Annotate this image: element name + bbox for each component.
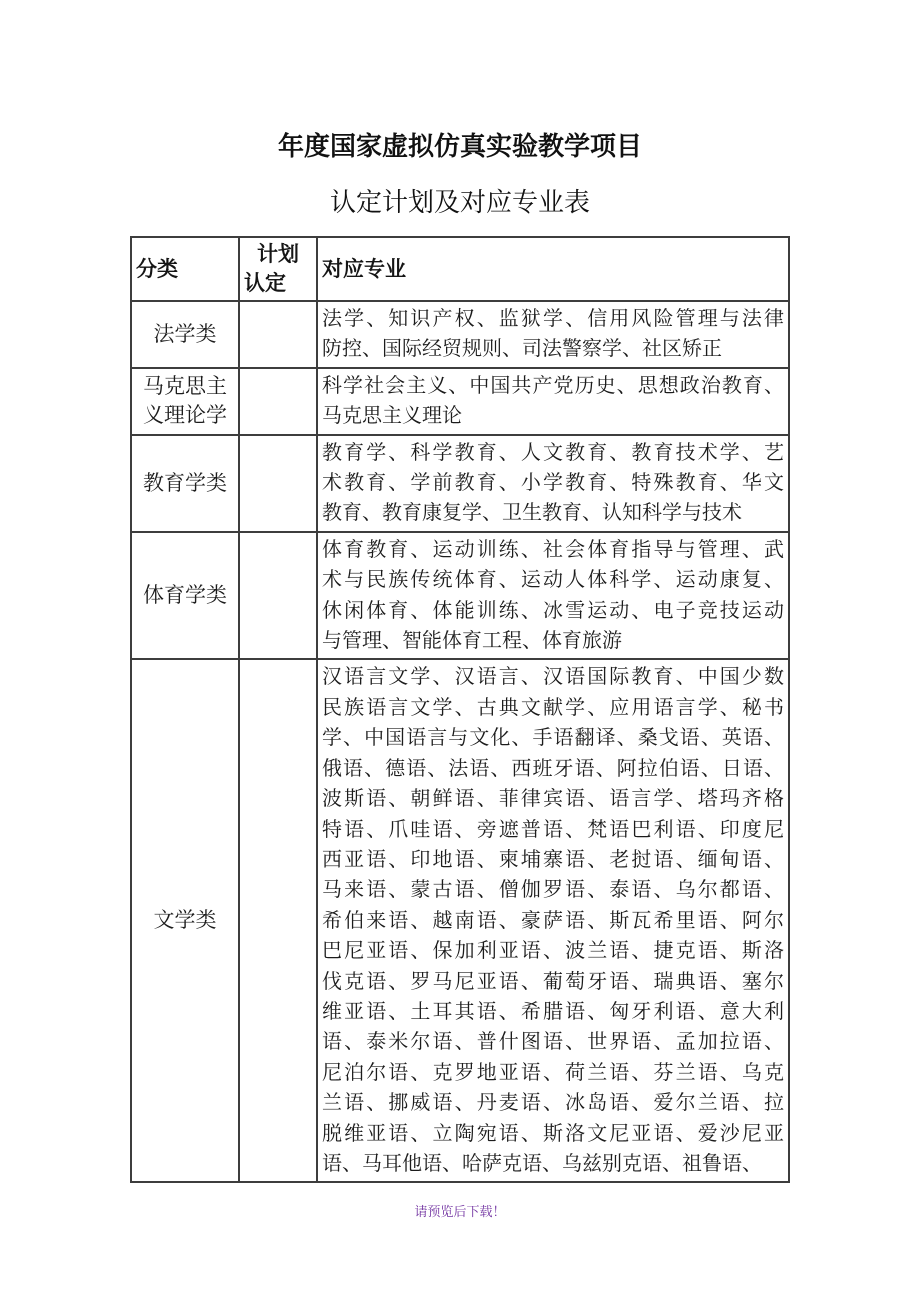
majors-cell-literature: 汉语言文学、汉语言、汉语国际教育、中国少数 民族语言文学、古典文献学、应用语言学、秘书 学、中国语言与文化、手语翻译、桑戈语、英语、 俄语、德语、法语、西班牙语、阿拉伯语、日语、 波斯语、朝鲜语、菲律宾语、语言学、塔玛齐格 特语、爪哇语、旁遮普语、梵语巴利语、印度尼 西亚语、印地语、柬埔寨语、老挝语、缅甸语、 马来语、蒙古语、僧伽罗语、泰语、乌尔都语、 希伯来语、越南语、豪萨语、斯瓦希里语、阿尔 巴尼亚语、保加利亚语、波兰语、捷克语、斯洛 伐克语、罗马尼亚语、葡萄牙语、瑞典语、塞尔 维亚语、土耳其语、希腊语、匈牙利语、意大利 语、泰米尔语、普什图语、世界语、孟加拉语、 尼泊尔语、克罗地亚语、荷兰语、芬兰语、乌克 兰语、挪威语、丹麦语、冰岛语、爱尔兰语、拉 脱维亚语、立陶宛语、斯洛文尼亚语、爱沙尼亚 语、马耳他语、哈萨克语、乌兹别克语、祖鲁语、 xyxy=(317,659,789,1182)
table-row-marxism xyxy=(131,368,789,435)
plan-cell-education xyxy=(239,435,317,532)
plan-cell-marxism xyxy=(239,368,317,435)
table-header-row xyxy=(131,237,789,301)
table-row-law xyxy=(131,301,789,368)
header-majors: 对应专业 xyxy=(317,237,789,301)
table-row-sports xyxy=(131,532,789,660)
category-cell-law: 法学类 xyxy=(131,301,239,368)
document-title-line1: 年度国家虚拟仿真实验教学项目 xyxy=(277,131,642,161)
category-cell-education: 教育学类 xyxy=(131,435,239,532)
category-cell-literature: 文学类 xyxy=(131,659,239,1182)
header-category: 分类 xyxy=(131,237,239,301)
header-plan: 计划 认定 xyxy=(239,237,317,301)
document-title-line2: 认定计划及对应专业表 xyxy=(329,188,590,217)
majors-cell-marxism: 科学社会主义、中国共产党历史、思想政治教育、 马克思主义理论 xyxy=(317,368,789,435)
majors-cell-education: 教育学、科学教育、人文教育、教育技术学、艺 术教育、学前教育、小学教育、特殊教育、华文 教育、教育康复学、卫生教育、认知科学与技术 xyxy=(317,435,789,532)
plan-cell-law xyxy=(239,301,317,368)
plan-cell-sports xyxy=(239,532,317,660)
majors-cell-law: 法学、知识产权、监狱学、信用风险管理与法律 防控、国际经贸规则、司法警察学、社区矫正 xyxy=(317,301,789,368)
plan-cell-literature xyxy=(239,659,317,1182)
table-row-education xyxy=(131,435,789,532)
table-row-literature xyxy=(131,659,789,1182)
category-cell-sports: 体育学类 xyxy=(131,532,239,660)
majors-table xyxy=(130,236,790,1183)
majors-cell-sports: 体育教育、运动训练、社会体育指导与管理、武 术与民族传统体育、运动人体科学、运动康复、 休闲体育、体能训练、冰雪运动、电子竞技运动 与管理、智能体育工程、体育旅游 xyxy=(317,532,789,660)
preview-download-note: 请预览后下载！ xyxy=(414,1204,506,1219)
category-cell-marxism: 马克思主 义理论学 xyxy=(131,368,239,435)
